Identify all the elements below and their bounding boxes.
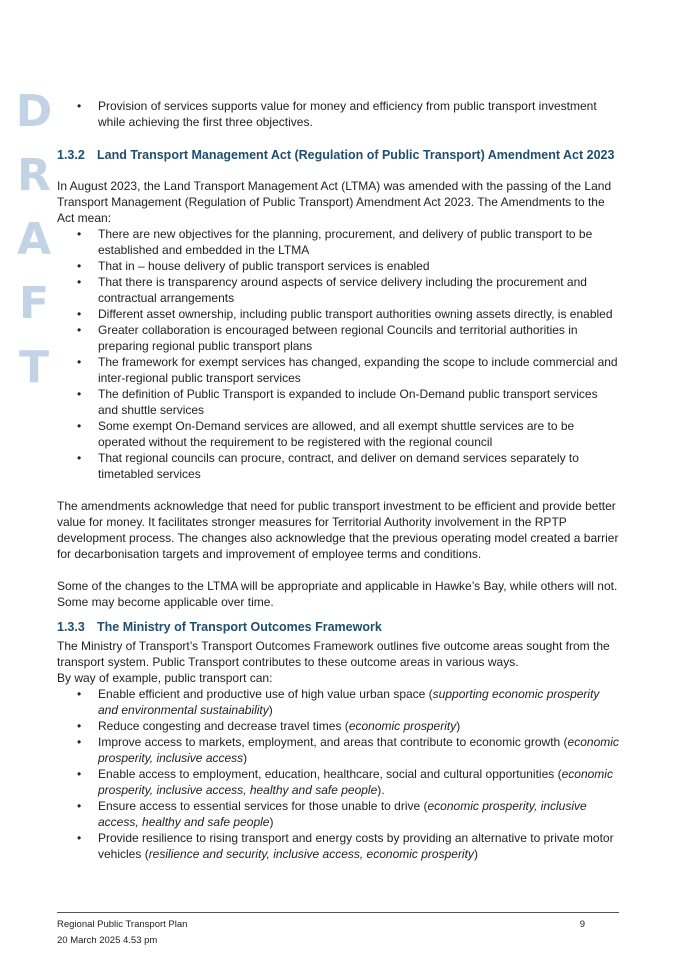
watermark-letter: F bbox=[18, 278, 50, 329]
section-heading-1-3-3 bbox=[57, 618, 619, 636]
section-number: 1.3.2 bbox=[57, 148, 85, 162]
list-lead-in: By way of example, public transport can: bbox=[57, 671, 273, 685]
page-content bbox=[57, 98, 619, 862]
watermark-letter: R bbox=[17, 150, 51, 201]
list-item: • That in – house delivery of public transport services is enabled bbox=[98, 258, 619, 274]
list-item: • Reduce congesting and decrease travel times (economic prosperity) bbox=[98, 718, 619, 734]
body-paragraph: Some of the changes to the LTMA will be appropriate and applicable in Hawke’s Bay, while others will not. Some may become applicable over time. bbox=[57, 579, 618, 609]
list-item: • Improve access to markets, employment, and areas that contribute to economic growth (economic prosperity, inclusive access) bbox=[98, 734, 619, 766]
footer-document-title: Regional Public Transport Plan bbox=[57, 919, 188, 930]
page-footer bbox=[57, 912, 619, 949]
section-title: The Ministry of Transport Outcomes Framework bbox=[97, 620, 382, 634]
list-item: • Provision of services supports value for money and efficiency from public transport investment while achieving the first three objectives. bbox=[98, 98, 619, 130]
amendments-bullet-list bbox=[57, 226, 619, 482]
list-item: • That there is transparency around aspects of service delivery including the procurement and contractual arrangements bbox=[98, 274, 619, 306]
page-number: 9 bbox=[579, 919, 585, 930]
list-item: • Ensure access to essential services for those unable to drive (economic prosperity, inclusive access, healthy and safe people) bbox=[98, 798, 619, 830]
intro-bullet-list bbox=[57, 98, 619, 130]
section-intro-paragraph: The Ministry of Transport’s Transport Outcomes Framework outlines five outcome areas sought from the transport system. Public Transport contributes to these outcome areas in various ways. bbox=[57, 639, 610, 669]
list-item: • Enable access to employment, education, healthcare, social and cultural opportunities (economic prosperity, inclusive access, healthy and safe people). bbox=[98, 766, 619, 798]
list-item: • The framework for exempt services has changed, expanding the scope to include commercial and inter-regional public transport services bbox=[98, 354, 619, 386]
watermark-letter: T bbox=[18, 342, 49, 393]
watermark-letter: A bbox=[16, 214, 52, 265]
section-intro-paragraph: In August 2023, the Land Transport Management Act (LTMA) was amended with the passing of the Land Transport Management (Regulation of Public Transport) Amendment Act 2023. The Amendments to the Act mean: bbox=[57, 179, 612, 225]
list-item: • That regional councils can procure, contract, and deliver on demand services separately to timetabled services bbox=[98, 450, 619, 482]
draft-watermark bbox=[12, 86, 56, 410]
footer-date: 20 March 2025 4.53 pm bbox=[57, 935, 158, 946]
body-paragraph: The amendments acknowledge that need for public transport investment to be efficient and provide better value for money. It facilitates stronger measures for Territorial Authority involvement in the RPTP development process. The changes also acknowledge that the previous operating model created a barrier for decarbonisation targets and improvement of employee terms and conditions. bbox=[57, 499, 619, 561]
list-item: • Greater collaboration is encouraged between regional Councils and territorial authorities in preparing regional public transport plans bbox=[98, 322, 619, 354]
section-number: 1.3.3 bbox=[57, 620, 85, 634]
list-item: • Different asset ownership, including public transport authorities owning assets directly, is enabled bbox=[98, 306, 619, 322]
list-item: • Enable efficient and productive use of high value urban space (supporting economic prosperity and environmental sustainability) bbox=[98, 686, 619, 718]
list-item: • Some exempt On-Demand services are allowed, and all exempt shuttle services are to be operated without the requirement to be registered with the regional council bbox=[98, 418, 619, 450]
outcomes-bullet-list bbox=[57, 686, 619, 862]
list-item: • Provide resilience to rising transport and energy costs by providing an alternative to private motor vehicles (resilience and security, inclusive access, economic prosperity) bbox=[98, 830, 619, 862]
watermark-letter: D bbox=[15, 86, 53, 137]
list-item: • The definition of Public Transport is expanded to include On-Demand public transport services and shuttle services bbox=[98, 386, 619, 418]
list-item: • There are new objectives for the planning, procurement, and delivery of public transport to be established and embedded in the LTMA bbox=[98, 226, 619, 258]
section-title: Land Transport Management Act (Regulation of Public Transport) Amendment Act 2023 bbox=[97, 148, 615, 162]
section-heading-1-3-2 bbox=[57, 146, 619, 164]
